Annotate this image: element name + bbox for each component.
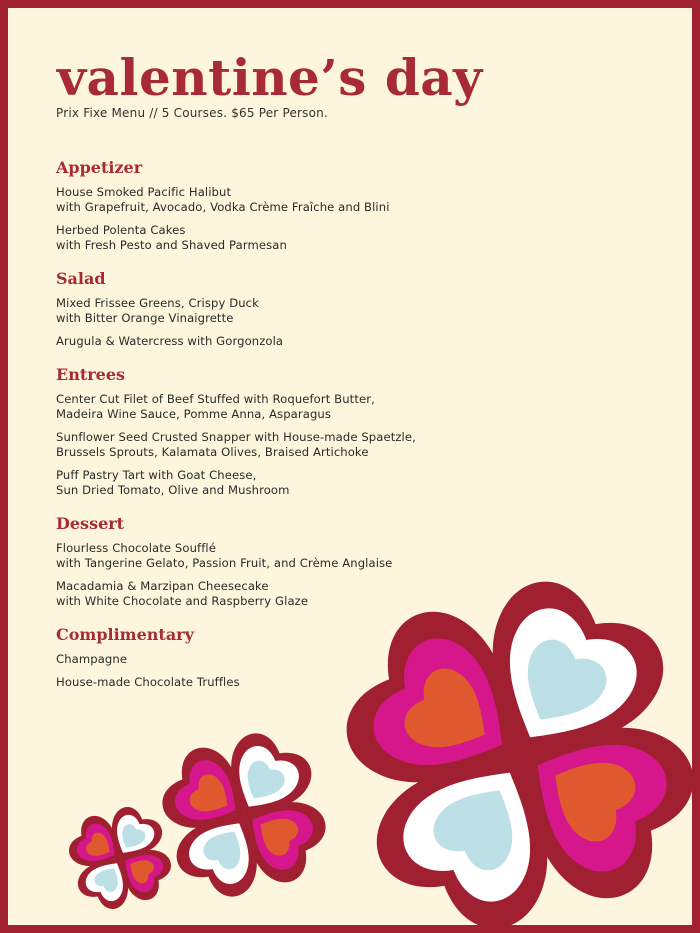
menu-item-name: House-made Chocolate Truffles	[56, 675, 240, 689]
menu-item-description: Brussels Sprouts, Kalamata Olives, Braised Artichoke	[56, 445, 369, 459]
section-title-dessert: Dessert	[56, 514, 125, 533]
menu-item-name: Center Cut Filet of Beef Stuffed with Roquefort Butter,	[56, 392, 375, 406]
menu-item-name: Herbed Polenta Cakes	[56, 223, 186, 237]
menu-item-name: Mixed Frissee Greens, Crispy Duck	[56, 296, 259, 310]
section-title-appetizer: Appetizer	[56, 158, 143, 177]
heart-flower-icon	[155, 726, 334, 905]
menu-item-name: Arugula & Watercress with Gorgonzola	[56, 334, 284, 348]
menu-item-description: with Grapefruit, Avocado, Vodka Crème Fraîche and Blini	[56, 200, 390, 214]
section-title-salad: Salad	[56, 269, 106, 288]
menu-item-name: Puff Pastry Tart with Goat Cheese,	[56, 468, 257, 482]
menu-item-name: House Smoked Pacific Halibut	[56, 185, 232, 199]
menu-item-description: with Fresh Pesto and Shaved Parmesan	[56, 238, 287, 252]
menu-item-description: with Tangerine Gelato, Passion Fruit, and Crème Anglaise	[56, 556, 393, 570]
menu-subtitle: Prix Fixe Menu // 5 Courses. $65 Per Person.	[56, 106, 328, 120]
heart-flower-icon	[64, 802, 176, 914]
menu-item-name: Sunflower Seed Crusted Snapper with House-made Spaetzle,	[56, 430, 416, 444]
menu-item-name: Flourless Chocolate Soufflé	[56, 541, 216, 555]
heart-flower-icon	[330, 565, 700, 933]
menu-item-description: Sun Dried Tomato, Olive and Mushroom	[56, 483, 290, 497]
menu-item-description: with Bitter Orange Vinaigrette	[56, 311, 234, 325]
section-title-complimentary: Complimentary	[56, 625, 194, 644]
menu-item-name: Macadamia & Marzipan Cheesecake	[56, 579, 269, 593]
page-title: valentine’s day	[57, 48, 483, 107]
menu-item-description: with White Chocolate and Raspberry Glaze	[56, 594, 309, 608]
menu-item-description: Madeira Wine Sauce, Pomme Anna, Asparagus	[56, 407, 331, 421]
menu-item-name: Champagne	[56, 652, 128, 666]
section-title-entrees: Entrees	[56, 365, 126, 384]
